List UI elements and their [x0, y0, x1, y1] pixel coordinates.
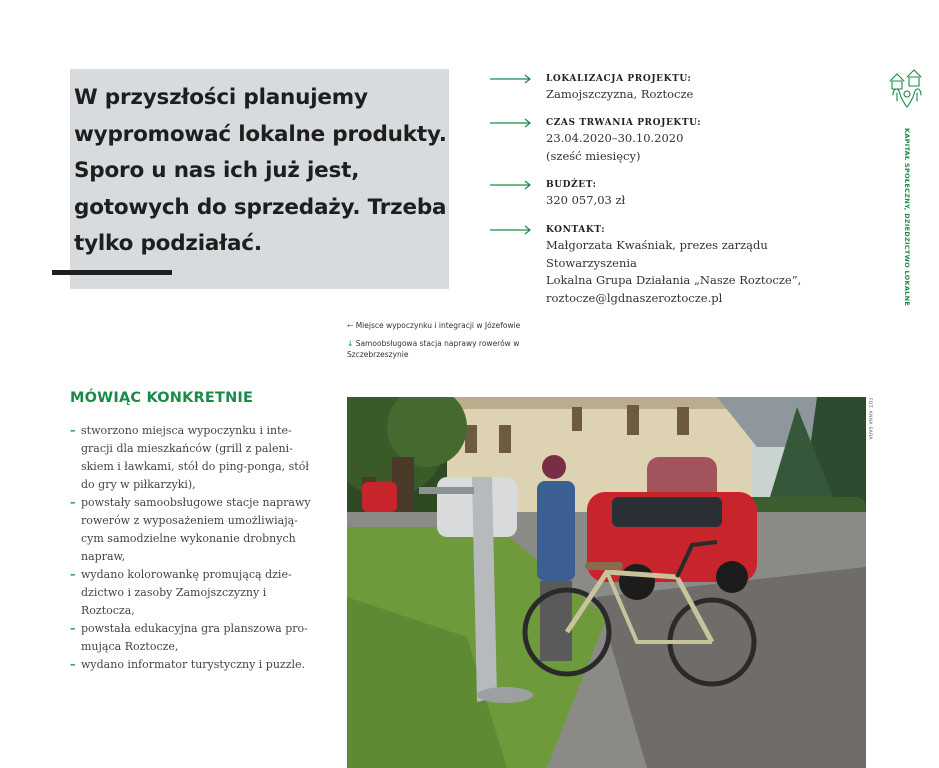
caption: [347, 320, 577, 331]
list-item: – stworzono miejsca wypoczynku i inte-gracji dla mieszkańców (grill z paleni-skiem i ławkami, stół do ping-ponga, stół do gry w piłkarzyki),: [70, 424, 309, 491]
caption-text: Miejsce wypoczynku i integracji w Józefowie: [355, 321, 521, 330]
quote-line: wypromować lokalne produkty.: [74, 121, 447, 147]
list-item: – wydano informator turystyczny i puzzle.: [70, 658, 306, 671]
photo-captions: [347, 320, 577, 367]
quote-underline-bar: [52, 270, 172, 275]
caption: [347, 338, 577, 360]
list-item: – powstała edukacyjna gra planszowa pro-mująca Roztocze,: [70, 622, 308, 653]
section-title: MÓWIĄC KONKRETNIE: [70, 390, 254, 406]
quote-line: W przyszłości planujemy: [74, 85, 368, 110]
arrow-left-icon: ←: [347, 321, 354, 330]
community-hands-icon: [887, 67, 927, 109]
quote-line: tylko podziałać.: [74, 231, 262, 256]
info-duration: [490, 116, 850, 165]
info-label: LOKALIZACJA PROJEKTU:: [546, 74, 692, 84]
info-value: 23.04.2020–30.10.2020: [546, 131, 684, 145]
info-label: CZAS TRWANIA PROJEKTU:: [546, 118, 702, 128]
category-label: KAPITAŁ SPOŁECZNY, DZIEDZICTWO LOKALNE: [903, 128, 911, 307]
quote-line: Sporo u nas ich już jest,: [74, 158, 360, 183]
photo-illustration: [347, 397, 866, 768]
info-value: 320 057,03 zł: [546, 193, 626, 207]
photo-credit: FOT. ANNA SARA: [867, 398, 872, 440]
info-contact: [490, 223, 850, 307]
arrow-right-icon: [490, 118, 532, 128]
photo-bike-repair-station: [347, 397, 866, 768]
pull-quote: [74, 80, 449, 263]
info-value: (sześć miesięcy): [546, 148, 641, 163]
list-item: – wydano kolorowankę promującą dzie-dzictwo i zasoby Zamojszczyzny i Roztocza,: [70, 568, 292, 617]
contact-email[interactable]: roztocze@lgdnaszeroztocze.pl: [546, 290, 723, 305]
info-value: Małgorzata Kwaśniak, prezes zarządu Stowarzyszenia: [546, 238, 768, 270]
arrow-right-icon: [490, 180, 532, 190]
achievements-list: [70, 422, 320, 674]
arrow-down-icon: ↓: [347, 339, 354, 348]
info-label: KONTAKT:: [546, 225, 606, 235]
info-location: [490, 72, 850, 104]
info-budget: [490, 178, 850, 210]
arrow-right-icon: [490, 74, 532, 84]
list-item: – powstały samoobsługowe stacje naprawy rowerów z wyposażeniem umożliwiają-cym samodzielne wykonanie drobnych napraw,: [70, 496, 311, 563]
info-value: Lokalna Grupa Działania „Nasze Roztocze”,: [546, 273, 802, 287]
info-value: Zamojszczyzna, Roztocze: [546, 87, 694, 101]
info-label: BUDŻET:: [546, 180, 597, 190]
caption-text: Samoobsługowa stacja naprawy rowerów w Szczebrzeszynie: [347, 339, 520, 359]
arrow-right-icon: [490, 225, 532, 235]
quote-line: gotowych do sprzedaży. Trzeba: [74, 194, 447, 220]
